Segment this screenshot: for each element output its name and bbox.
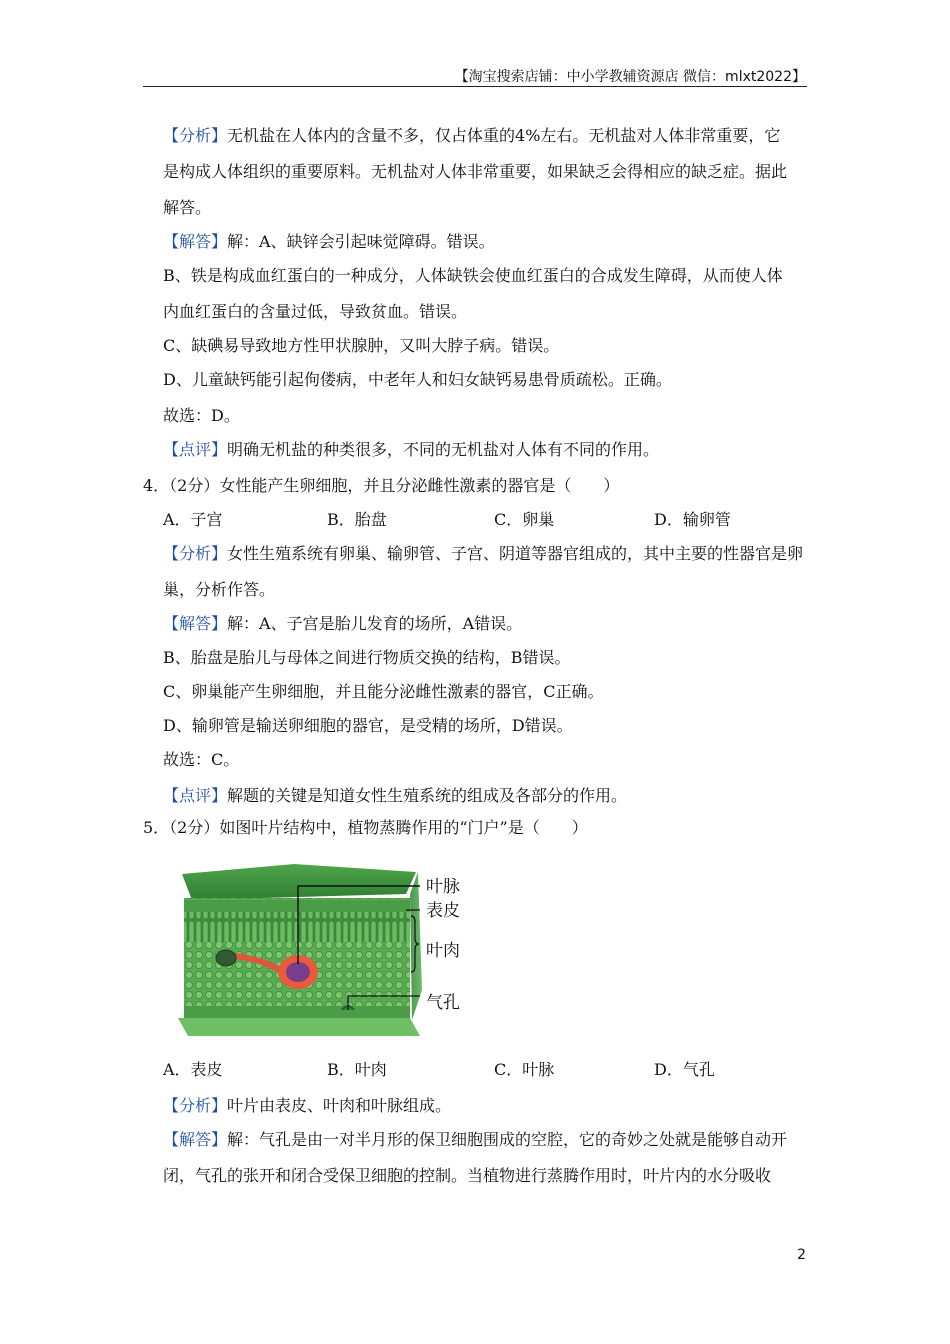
q3-answer-line-5: D、儿童缺钙能引起佝偻病，中老年人和妇女缺钙易患骨质疏松。正确。 [163,370,672,389]
q4-option-b: B．胎盘 [327,510,387,529]
q4-option-c: C．卵巢 [494,510,555,529]
q3-answer-line-3: 内血红蛋白的含量过低，导致贫血。错误。 [163,302,468,321]
q5-answer-line-1: 【解答】解：气孔是由一对半月形的保卫细胞围成的空腔，它的奇妙之处就是能够自动开 [163,1130,788,1149]
q5-option-a: A．表皮 [163,1060,223,1079]
q4-answer-line-2: B、胎盘是胎儿与母体之间进行物质交换的结构，B错误。 [163,648,571,667]
leaf-bottom-face [178,1018,420,1036]
q4-answer-line-3: C、卵巢能产生卵细胞，并且能分泌雌性激素的器官，C正确。 [163,682,604,701]
q4-comment: 【点评】解题的关键是知道女性生殖系统的组成及各部分的作用。 [163,786,628,805]
q4-answer-line-1: 【解答】解：A、子宫是胎儿发育的场所，A错误。 [163,614,523,633]
q3-analysis-line-3: 解答。 [163,198,212,217]
q4-analysis-line-2: 巢，分析作答。 [163,580,276,599]
q4-analysis-line-1: 【分析】女性生殖系统有卵巢、输卵管、子宫、阴道等器官组成的，其中主要的性器官是卵 [163,544,804,563]
q3-answer-line-1: 【解答】解：A、缺锌会引起味觉障碍。错误。 [163,232,495,251]
q4-option-d: D．输卵管 [654,510,731,529]
upper-epidermis [184,900,410,912]
answer-tag: 【解答】 [163,1130,228,1149]
label-mesophyll: 叶肉 [426,941,460,961]
label-epidermis: 表皮 [426,901,460,921]
q5-stem: 5．（2分）如图叶片结构中，植物蒸腾作用的“门户”是（ ） [143,818,588,837]
q5-option-d: D．气孔 [654,1060,715,1079]
q3-comment: 【点评】明确无机盐的种类很多，不同的无机盐对人体有不同的作用。 [163,440,660,459]
q3-answer-line-4: C、缺碘易导致地方性甲状腺肿，又叫大脖子病。错误。 [163,336,560,355]
analysis-tag: 【分析】 [163,126,228,145]
q3-analysis-line-1: 【分析】无机盐在人体内的含量不多，仅占体重的4%左右。无机盐对人体非常重要，它 [163,126,781,145]
answer-tag: 【解答】 [163,614,228,633]
analysis-tag: 【分析】 [163,544,228,563]
q3-choice: 故选：D。 [163,406,240,425]
comment-tag: 【点评】 [163,440,228,459]
q4-answer-line-4: D、输卵管是输送卵细胞的器官，是受精的场所，D错误。 [163,716,573,735]
comment-tag: 【点评】 [163,786,228,805]
label-stoma: 气孔 [426,993,460,1013]
q4-option-a: A．子宫 [163,510,223,529]
label-vein: 叶脉 [426,877,460,897]
answer-tag: 【解答】 [163,232,228,251]
analysis-tag: 【分析】 [163,1096,228,1115]
q4-stem: 4．（2分）女性能产生卵细胞，并且分泌雌性激素的器官是（ ） [143,476,620,495]
q5-option-b: B．叶肉 [327,1060,387,1079]
q3-analysis-line-2: 是构成人体组织的重要原料。无机盐对人体非常重要，如果缺乏会得相应的缺乏症。据此 [163,162,788,181]
vein-core [286,962,310,982]
q3-answer-line-2: B、铁是构成血红蛋白的一种成分，人体缺铁会使血红蛋白的合成发生障碍，从而使人体 [163,266,783,285]
vein-branch-end [216,950,236,966]
q5-answer-line-2: 闭，气孔的张开和闭合受保卫细胞的控制。当植物进行蒸腾作用时，叶片内的水分吸收 [163,1166,772,1185]
page-number: 2 [797,1247,806,1263]
q4-choice: 故选：C。 [163,750,240,769]
palisade-layer [184,912,410,942]
lower-epidermis [184,1006,410,1018]
leaf-structure-figure [174,860,470,1040]
leaf-top-surface [182,864,416,900]
header-divider [143,86,807,87]
page-header: 【淘宝搜索店铺：中小学教辅资源店 微信：mlxt2022】 [454,69,806,85]
q5-analysis: 【分析】叶片由表皮、叶肉和叶脉组成。 [163,1096,452,1115]
q5-option-c: C．叶脉 [494,1060,555,1079]
